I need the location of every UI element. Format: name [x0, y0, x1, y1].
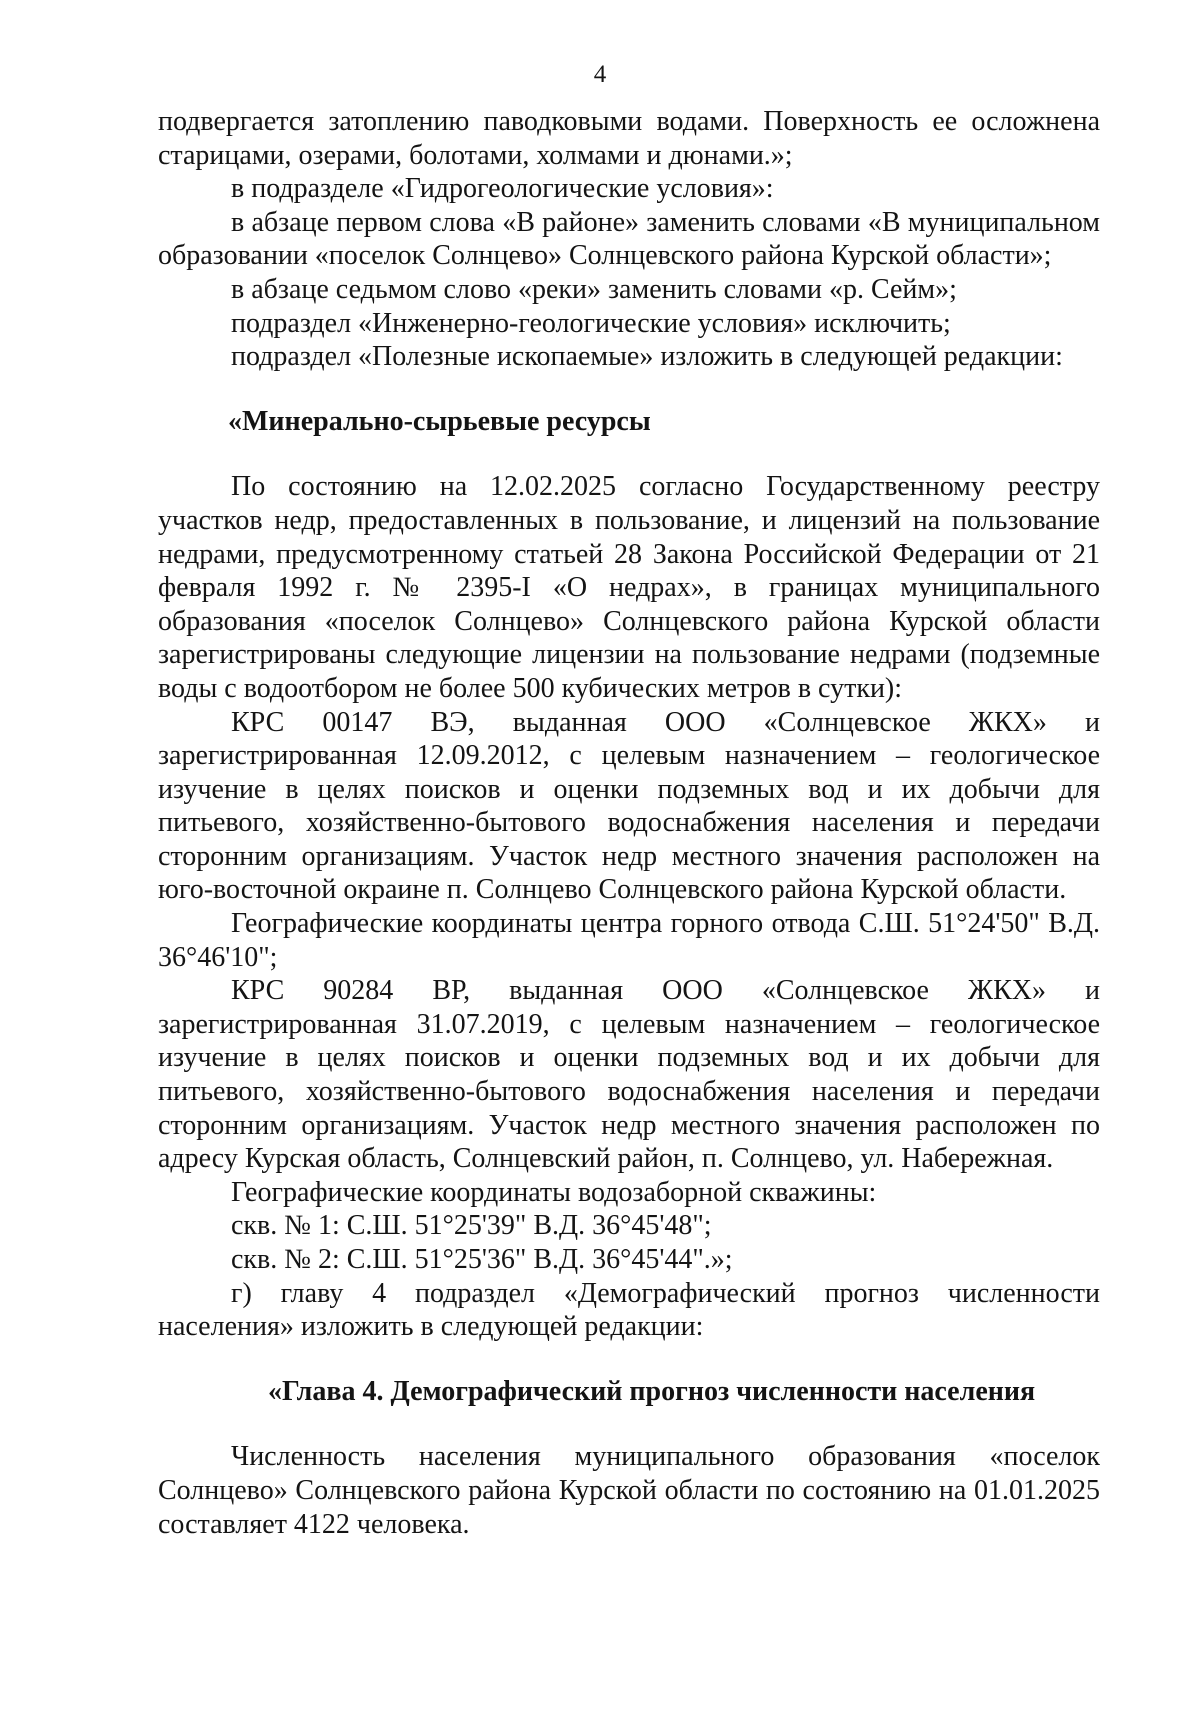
paragraph-first-abzac: в абзаце первом слова «В районе» заменить словами «В муниципальном образовании «поселок Солнцево» Солнцевского района Курской области»; — [158, 206, 1100, 272]
paragraph-flood: подвергается затоплению паводковыми водами. Поверхность ее осложнена старицами, озерами, болотами, холмами и дюнами.»; — [158, 106, 1100, 171]
paragraph-minerals-redaction: подраздел «Полезные ископаемые» изложить в следующей редакции: — [231, 341, 1063, 373]
paragraph-engineering-exclude: подраздел «Инженерно-геологические условия» исключить; — [231, 307, 951, 339]
heading-chapter-4: «Глава 4. Демографический прогноз численности населения — [268, 1375, 1036, 1407]
page-number: 4 — [593, 61, 607, 88]
paragraph-coordinates-center: Географические координаты центра горного отвода С.Ш. 51°24'50" В.Д. 36°46'10"; — [158, 908, 1100, 973]
paragraph-well-1: скв. № 1: С.Ш. 51°25'39" В.Д. 36°45'48"; — [231, 1210, 712, 1242]
paragraph-chapter4-redaction: г) главу 4 подраздел «Демографический прогноз численности населения» изложить в следующей редакции: — [158, 1277, 1100, 1343]
paragraph-hydro-subsection: в подразделе «Гидрогеологические условия»: — [231, 173, 774, 205]
paragraph-state-register: По состоянию на 12.02.2025 согласно Государственному реестру участков недр, предоставленных в пользование, и лицензий на пользование недрами, предусмотренному статьей 28 Закона Российской Федерации от 21 февраля 1992 г. № 2395-I «О недрах», в границах муниципального образования «поселок Солнцево» Солнцевского района Курской области зарегистрированы следующие лицензии на пользование недрами (подземные воды с водоотбором не более 500 кубических метров в сутки): — [158, 471, 1100, 704]
document-body — [158, 105, 1100, 1541]
paragraph-license-00147: КРС 00147 ВЭ, выданная ООО «Солнцевское ЖКХ» и зарегистрированная 12.09.2012, с целевым назначением – геологическое изучение в целях поисков и оценки подземных вод и их добычи для питьевого, хозяйственно-бытового водоснабжения населения и передачи сторонним организациям. Участок недр местного значения расположен на юго-восточной окраине п. Солнцево Солнцевского района Курской области. — [158, 706, 1100, 906]
paragraph-license-90284: КРС 90284 ВР, выданная ООО «Солнцевское ЖКХ» и зарегистрированная 31.07.2019, с целевым назначением – геологическое изучение в целях поисков и оценки подземных вод и их добычи для питьевого, хозяйственно-бытового водоснабжения населения и передачи сторонним организациям. Участок недр местного значения расположен по адресу Курская область, Солнцевский район, п. Солнцево, ул. Набережная. — [158, 975, 1100, 1175]
paragraph-well-coordinates-title: Географические координаты водозаборной скважины: — [231, 1176, 877, 1208]
paragraph-seventh-abzac: в абзаце седьмом слово «реки» заменить словами «р. Сейм»; — [231, 273, 957, 305]
paragraph-well-2: скв. № 2: С.Ш. 51°25'36" В.Д. 36°45'44".»; — [231, 1244, 733, 1275]
paragraph-population: Численность населения муниципального образования «поселок Солнцево» Солнцевского района Курской области по состоянию на 01.01.2025 составляет 4122 человека. — [158, 1441, 1100, 1540]
heading-mineral-resources: «Минерально-сырьевые ресурсы — [228, 405, 651, 437]
